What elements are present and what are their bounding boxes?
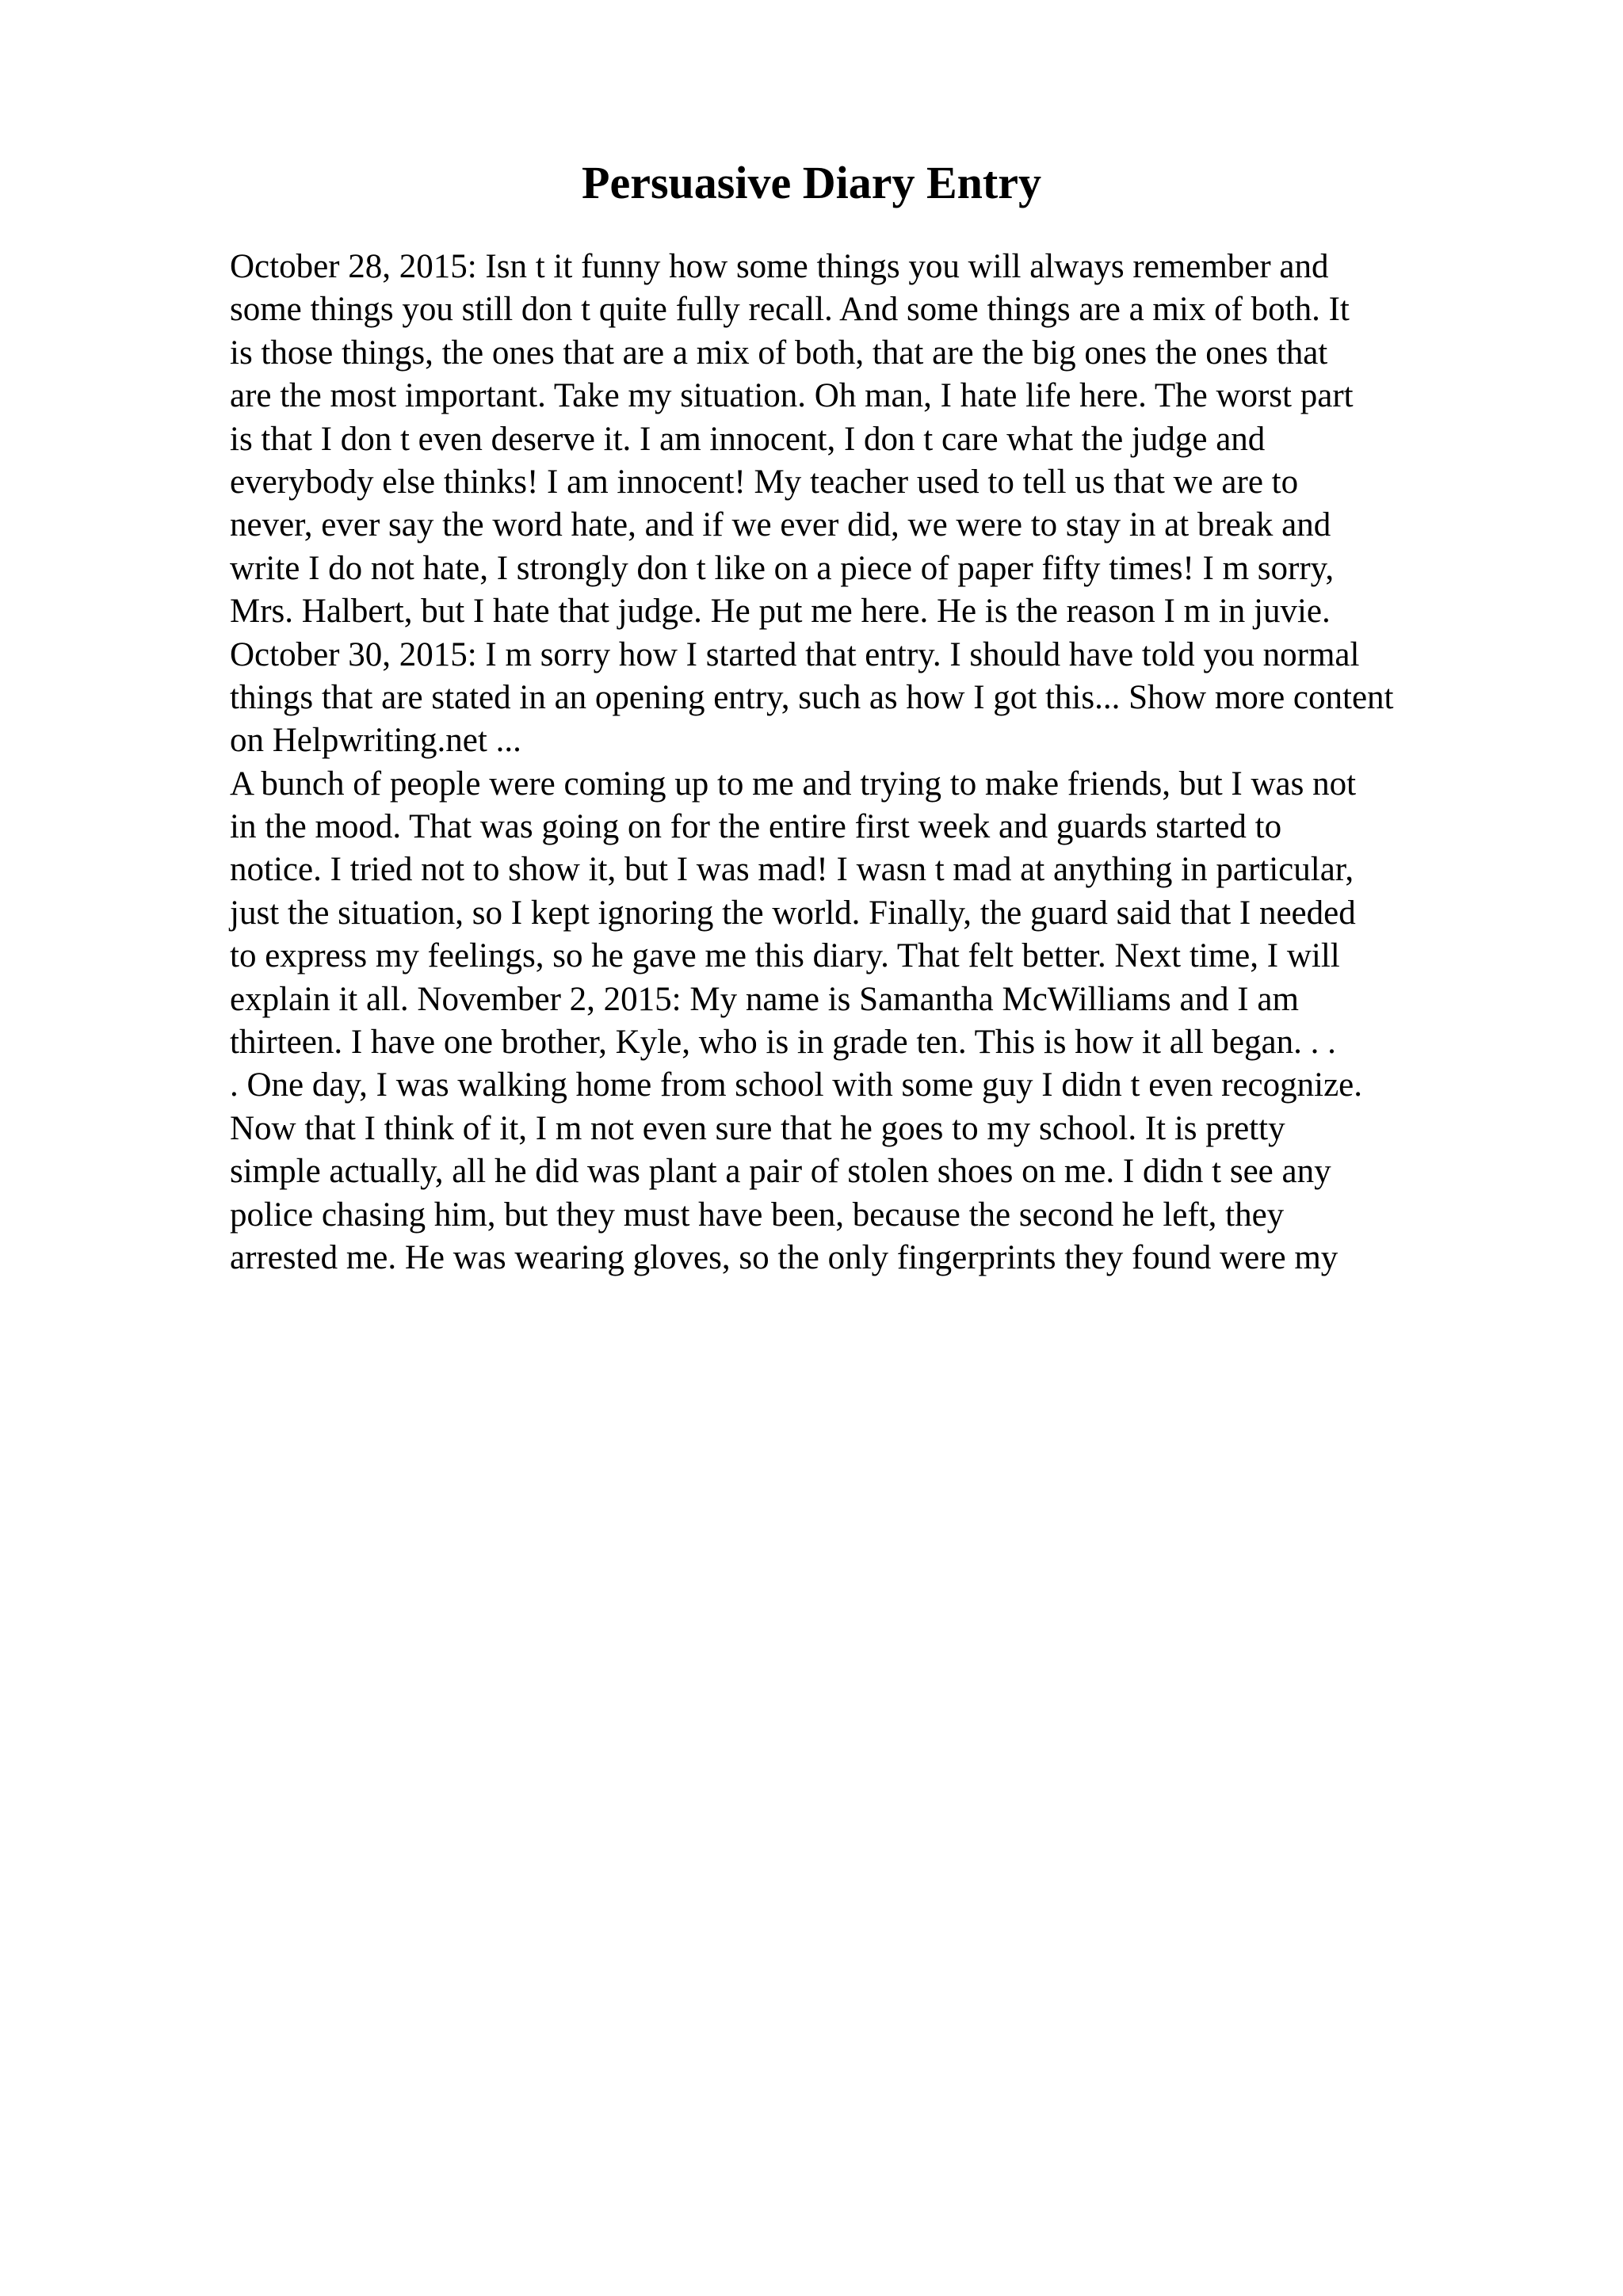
- body-line: just the situation, so I kept ignoring the world. Finally, the guard said that I needed: [230, 894, 1356, 932]
- document-title: Persuasive Diary Entry: [582, 157, 1041, 208]
- body-line: is that I don t even deserve it. I am innocent, I don t care what the judge and: [230, 420, 1266, 458]
- body-line: thirteen. I have one brother, Kyle, who is in grade ten. This is how it all began. . .: [230, 1024, 1336, 1062]
- body-line: things that are stated in an opening entry, such as how I got this... Show more content: [230, 678, 1394, 716]
- body-line: explain it all. November 2, 2015: My name is Samantha McWilliams and I am: [230, 980, 1299, 1018]
- body-line: everybody else thinks! I am innocent! My teacher used to tell us that we are to: [230, 463, 1299, 501]
- body-line: . One day, I was walking home from school with some guy I didn t even recognize.: [230, 1066, 1362, 1104]
- body-line: October 28, 2015: Isn t it funny how some things you will always remember and: [230, 248, 1329, 285]
- body-line: notice. I tried not to show it, but I was mad! I wasn t mad at anything in particular,: [230, 851, 1354, 889]
- body-line: some things you still don t quite fully recall. And some things are a mix of both. It: [230, 291, 1350, 329]
- body-line: October 30, 2015: I m sorry how I started that entry. I should have told you normal: [230, 635, 1360, 673]
- body-line: Mrs. Halbert, but I hate that judge. He put me here. He is the reason I m in juvie.: [230, 593, 1331, 631]
- body-line: Now that I think of it, I m not even sure that he goes to my school. It is pretty: [230, 1109, 1285, 1147]
- body-line: simple actually, all he did was plant a pair of stolen shoes on me. I didn t see any: [230, 1153, 1331, 1191]
- body-line: A bunch of people were coming up to me and trying to make friends, but I was not: [230, 765, 1357, 803]
- body-line: in the mood. That was going on for the entire first week and guards started to: [230, 808, 1282, 846]
- body-line: write I do not hate, I strongly don t like on a piece of paper fifty times! I m sorry,: [230, 549, 1335, 587]
- body-line: never, ever say the word hate, and if we ever did, we were to stay in at break and: [230, 506, 1331, 544]
- body-line: are the most important. Take my situation. Oh man, I hate life here. The worst part: [230, 377, 1354, 415]
- body-line: police chasing him, but they must have been, because the second he left, they: [230, 1196, 1285, 1234]
- body-line: is those things, the ones that are a mix of both, that are the big ones the ones that: [230, 334, 1328, 372]
- body-line: arrested me. He was wearing gloves, so the only fingerprints they found were my: [230, 1238, 1338, 1276]
- document-body: [230, 246, 1577, 1280]
- body-line: to express my feelings, so he gave me this diary. That felt better. Next time, I will: [230, 937, 1340, 975]
- body-line: on Helpwriting.net ...: [230, 722, 521, 760]
